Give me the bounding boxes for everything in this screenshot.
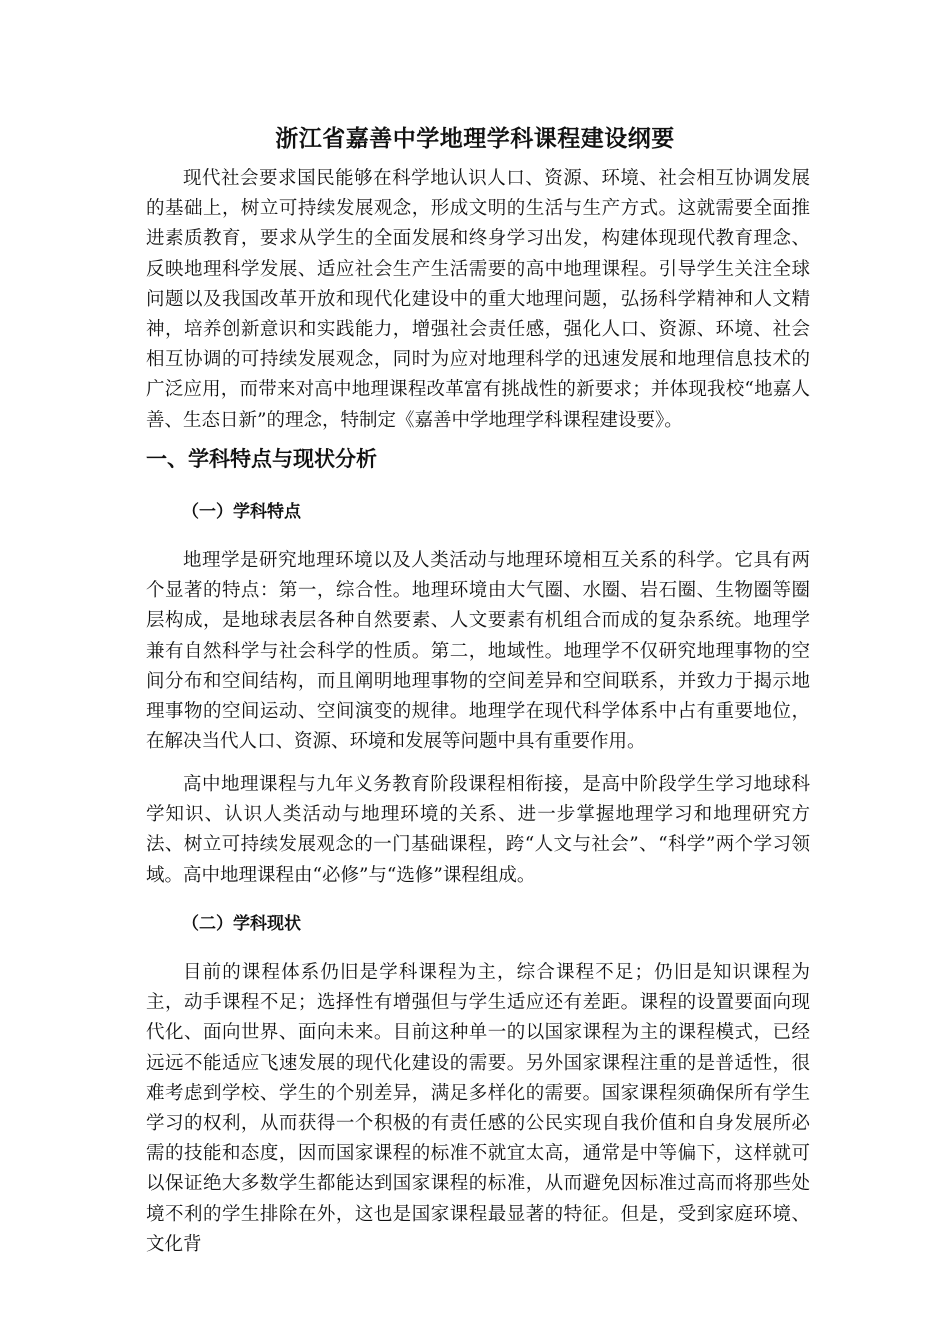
section-heading-analysis: 一、学科特点与现状分析 xyxy=(146,446,377,471)
features-paragraph-2: 高中地理课程与九年义务教育阶段课程相衔接，是高中阶段学生学习地球科学知识、认识人类活动与地理环境的关系、进一步掌握地理学习和地理研究方法、树立可持续发展观念的一门基础课程，跨“人文与社会”、“科学”两个学习领域。高中地理课程由“必修”与“选修”课程组成。 xyxy=(146,774,810,886)
status-paragraph: 目前的课程体系仍旧是学科课程为主，综合课程不足；仍旧是知识课程为主，动手课程不足；选择性有增强但与学生适应还有差距。课程的设置要面向现代化、面向世界、面向未来。目前这种单一的以国家课程为主的课程模式，已经远远不能适应飞速发展的现代化建设的需要。另外国家课程注重的是普适性，很难考虑到学校、学生的个别差异，满足多样化的需要。国家课程须确保所有学生学习的权利，从而获得一个积极的有责任感的公民实现自我价值和自身发展所必需的技能和态度，因而国家课程的标准不就宜太高，通常是中等偏下，这样就可以保证绝大多数学生都能达到国家课程的标准，从而避免因标准过高而将那些处境不利的学生排除在外，这也是国家课程最显著的特征。但是，受到家庭环境、文化背 xyxy=(146,962,810,1255)
intro-paragraph: 现代社会要求国民能够在科学地认识人口、资源、环境、社会相互协调发展的基础上，树立可持续发展观念，形成文明的生活与生产方式。这就需要全面推进素质教育，要求从学生的全面发展和终身学习出发，构建体现现代教育理念、反映地理科学发展、适应社会生产生活需要的高中地理课程。引导学生关注全球问题以及我国改革开放和现代化建设中的重大地理问题，弘扬科学精神和人文精神，培养创新意识和实践能力，增强社会责任感，强化人口、资源、环境、社会相互协调的可持续发展观念，同时为应对地理科学的迅速发展和地理信息技术的广泛应用，而带来对高中地理课程改革富有挑战性的新要求；并体现我校“地嘉人善、生态日新”的理念，特制定《嘉善中学地理学科课程建设要》。 xyxy=(146,168,810,431)
subheading-status: （二）学科现状 xyxy=(182,914,301,934)
subheading-features: （一）学科特点 xyxy=(182,502,301,522)
document-title: 浙江省嘉善中学地理学科课程建设纲要 xyxy=(275,125,675,153)
features-paragraph-1: 地理学是研究地理环境以及人类活动与地理环境相互关系的科学。它具有两个显著的特点：第一，综合性。地理环境由大气圈、水圈、岩石圈、生物圈等圈层构成，是地球表层各种自然要素、人文要素有机组合而成的复杂系统。地理学兼有自然科学与社会科学的性质。第二，地域性。地理学不仅研究地理事物的空间分布和空间结构，而且阐明地理事物的空间差异和空间联系，并致力于揭示地理事物的空间运动、空间演变的规律。地理学在现代科学体系中占有重要地位，在解决当代人口、资源、环境和发展等问题中具有重要作用。 xyxy=(146,550,810,753)
